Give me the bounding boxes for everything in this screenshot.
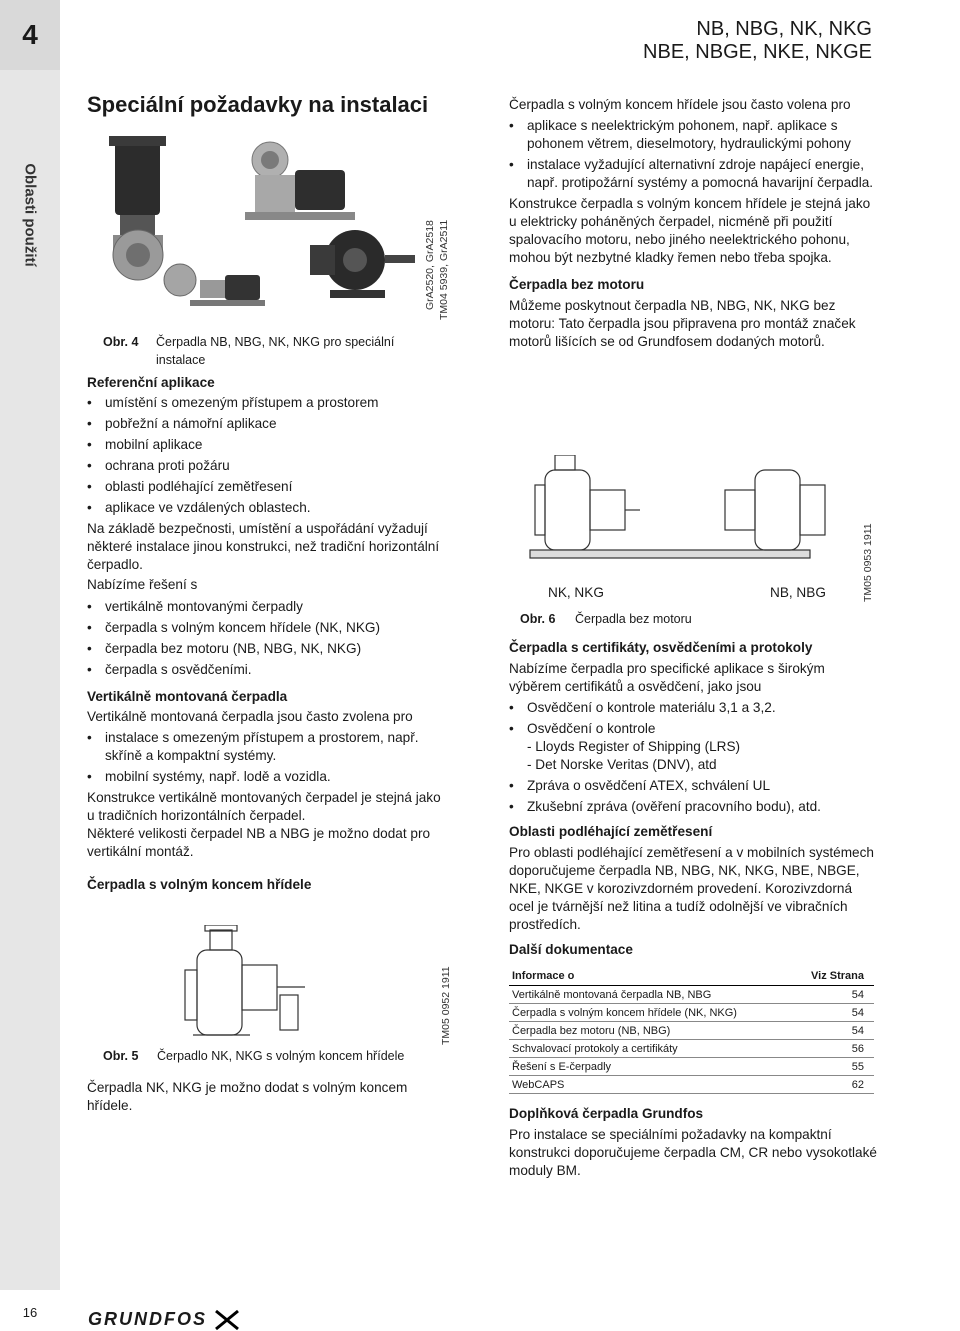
offer-list — [87, 598, 447, 679]
table-cell-info: WebCAPS — [509, 1076, 793, 1094]
figure-6-code: TM05 0953 1911 — [862, 523, 874, 602]
seismic-paragraph: Pro oblasti podléhající zemětřesení a v mobilních systémech doporučujeme čerpadla NB, NBG, NK, NKG, NBE, NBGE, NKE, NKGE v korozivzdorném provedení. Korozivzdorná ocel je tvárnější než litina a tudíž odolnější ve vibračních prostředích. — [509, 845, 874, 932]
table-header-info: Informace o — [509, 967, 793, 986]
table-cell-page: 54 — [793, 1004, 874, 1022]
safety-paragraph: Na základě bezpečnosti, umístění a uspořádání vyžadují některé instalace jinou konstrukci, než tradiční horizontální čerpadlo. — [87, 521, 440, 572]
figure-5-label: Obr. 5 — [103, 1049, 139, 1063]
free-shaft-list — [509, 117, 879, 192]
vertical-intro: Vertikálně montovaná čerpadla jsou často zvolena pro — [87, 709, 413, 724]
left-column — [87, 375, 447, 892]
vertical-list — [87, 729, 447, 786]
right-column-bottom — [509, 640, 879, 1180]
pump-photos-figure — [95, 130, 435, 330]
logo-mark-icon — [214, 1309, 240, 1331]
documentation-heading: Další dokumentace — [509, 942, 633, 957]
table-row — [509, 1004, 874, 1022]
table-cell-info: Čerpadla bez motoru (NB, NBG) — [509, 1022, 793, 1040]
header-line-2: NBE, NBGE, NKE, NKGE — [643, 41, 872, 63]
free-shaft-construction: Konstrukce čerpadla s volným koncem hřídele je stejná jako u elektricky poháněných čerpadel, nicméně při použití spalovacího motoru, nebo jiného neelektrického pohonu, mohou být nezbytné kladky řemen nebo třeba spojka. — [509, 196, 871, 265]
table-row — [509, 1058, 874, 1076]
certificates-intro: Nabízíme čerpadla pro specifické aplikace s širokým výběrem certifikátů a osvědčení, jako jsou — [509, 661, 825, 694]
table-header-page: Viz Strana — [793, 967, 874, 986]
additional-pumps-heading: Doplňková čerpadla Grundfos — [509, 1106, 704, 1121]
seismic-heading: Oblasti podléhající zemětřesení — [509, 824, 713, 839]
horizontal-pump-image-1 — [245, 142, 355, 220]
list-item: • instalace s omezeným přístupem a prostorem, např. skříně a kompaktní systémy. — [87, 729, 447, 765]
table-row — [509, 1040, 874, 1058]
list-item: • pobřežní a námořní aplikace — [87, 415, 447, 433]
logo-text: GRUNDFOS — [88, 1309, 207, 1329]
figure-4-caption — [103, 333, 138, 351]
vertical-pump-image — [109, 136, 196, 296]
list-subitem: - Det Norske Veritas (DNV), atd — [527, 757, 717, 772]
grundfos-logo — [88, 1309, 240, 1331]
free-shaft-intro: Čerpadla s volným koncem hřídele jsou často volena pro — [509, 97, 851, 112]
bare-shaft-pump-image — [310, 230, 415, 298]
table-cell-page: 62 — [793, 1076, 874, 1094]
right-column-top — [509, 96, 879, 351]
list-subitem: - Lloyds Register of Shipping (LRS) — [527, 739, 741, 754]
figure-4-code-1: GrA2520, GrA2518 — [424, 220, 436, 310]
offer-text: Nabízíme řešení s — [87, 577, 198, 592]
list-item: • oblasti podléhající zemětřesení — [87, 478, 447, 496]
no-motor-heading: Čerpadla bez motoru — [509, 277, 645, 292]
list-item: • čerpadla s volným koncem hřídele (NK, NKG) — [87, 619, 447, 637]
figure-5-caption: Čerpadlo NK, NKG s volným koncem hřídele — [157, 1049, 405, 1063]
list-item: • vertikálně montovanými čerpadly — [87, 598, 447, 616]
table-cell-page: 54 — [793, 986, 874, 1004]
table-cell-info: Řešení s E-čerpadly — [509, 1058, 793, 1076]
no-motor-paragraph: Můžeme poskytnout čerpadla NB, NBG, NK, NKG bez motoru: Tato čerpadla jsou připravena pro montáž značek motorů lišících se od Grundfosem dodaných motorů. — [509, 298, 856, 349]
table-cell-page: 55 — [793, 1058, 874, 1076]
reference-heading: Referenční aplikace — [87, 375, 215, 390]
list-item-text: • Osvědčení o kontrole — [527, 721, 656, 736]
figure-6-caption: Čerpadla bez motoru — [575, 612, 692, 626]
header-line-1: NB, NBG, NK, NKG — [696, 18, 872, 40]
list-item — [509, 720, 879, 774]
vertical-heading: Vertikálně montovaná čerpadla — [87, 689, 288, 704]
list-item: • umístění s omezeným přístupem a prostorem — [87, 394, 447, 412]
figure-6-label: Obr. 6 — [520, 612, 556, 626]
table-row — [509, 1022, 874, 1040]
figure-4-code-2: TM04 5939, GrA2511 — [438, 219, 450, 320]
certificates-heading: Čerpadla s certifikáty, osvědčeními a protokoly — [509, 640, 813, 655]
figure-5-drawing — [175, 925, 325, 1040]
documentation-table — [509, 967, 874, 1094]
table-row — [509, 1076, 874, 1094]
figure-4-label: Obr. 4 — [103, 335, 139, 349]
figure-5-code: TM05 0952 1911 — [440, 966, 452, 1045]
vertical-paragraph-2: Některé velikosti čerpadel NB a NBG je možno dodat pro vertikální montáž. — [87, 826, 431, 859]
list-item: • aplikace ve vzdálených oblastech. — [87, 499, 447, 517]
pump-on-baseplate-image — [190, 275, 265, 306]
list-item: • čerpadla s osvědčeními. — [87, 661, 447, 679]
list-item: • aplikace s neelektrickým pohonem, např. aplikace s pohonem větrem, dieselmotory, hydraulickými pohony — [509, 117, 879, 153]
list-item: • Osvědčení o kontrole materiálu 3,1 a 3,2. — [509, 699, 879, 717]
additional-pumps-paragraph: Pro instalace se speciálními požadavky na kompaktní konstrukci doporučujeme čerpadla CM, CR nebo vysokotlaké moduly BM. — [509, 1127, 877, 1178]
table-cell-page: 54 — [793, 1022, 874, 1040]
certificates-list — [509, 699, 879, 816]
table-cell-info: Schvalovací protokoly a certifikáty — [509, 1040, 793, 1058]
chapter-number: 4 — [0, 0, 60, 70]
free-shaft-paragraph: Čerpadla NK, NKG je možno dodat s volným koncem hřídele. — [87, 1080, 408, 1113]
figure-6-label-right: NB, NBG — [770, 585, 826, 600]
figure-6-label-left: NK, NKG — [548, 585, 604, 600]
page-title: Speciální požadavky na instalaci — [87, 92, 429, 117]
list-item: • Zpráva o osvědčení ATEX, schválení UL — [509, 777, 879, 795]
table-cell-info: Vertikálně montovaná čerpadla NB, NBG — [509, 986, 793, 1004]
list-item: • Zkušební zpráva (ověření pracovního bodu), atd. — [509, 798, 879, 816]
vertical-paragraph-1: Konstrukce vertikálně montovaných čerpadel je stejná jako u tradičních horizontálních čerpadel. — [87, 790, 441, 823]
table-header-row — [509, 967, 874, 986]
list-item: • mobilní aplikace — [87, 436, 447, 454]
side-tab — [0, 70, 60, 1290]
table-cell-info: Čerpadla s volným koncem hřídele (NK, NKG) — [509, 1004, 793, 1022]
list-item: • ochrana proti požáru — [87, 457, 447, 475]
figure-6-drawing — [525, 455, 845, 580]
list-item: • instalace vyžadující alternativní zdroje napájecí energie, např. protipožární systémy a pomocná havarijní čerpadla. — [509, 156, 879, 192]
figure-4-caption-text: Čerpadla NB, NBG, NK, NKG pro speciální instalace — [156, 335, 395, 367]
page-header — [643, 18, 872, 64]
free-shaft-heading: Čerpadla s volným koncem hřídele — [87, 877, 312, 892]
list-item: • mobilní systémy, např. lodě a vozidla. — [87, 768, 447, 786]
list-item: • čerpadla bez motoru (NB, NBG, NK, NKG) — [87, 640, 447, 658]
side-tab-label: Oblasti použití — [21, 163, 39, 267]
reference-list — [87, 394, 447, 517]
table-cell-page: 56 — [793, 1040, 874, 1058]
page-number: 16 — [22, 1305, 38, 1320]
table-row — [509, 986, 874, 1004]
